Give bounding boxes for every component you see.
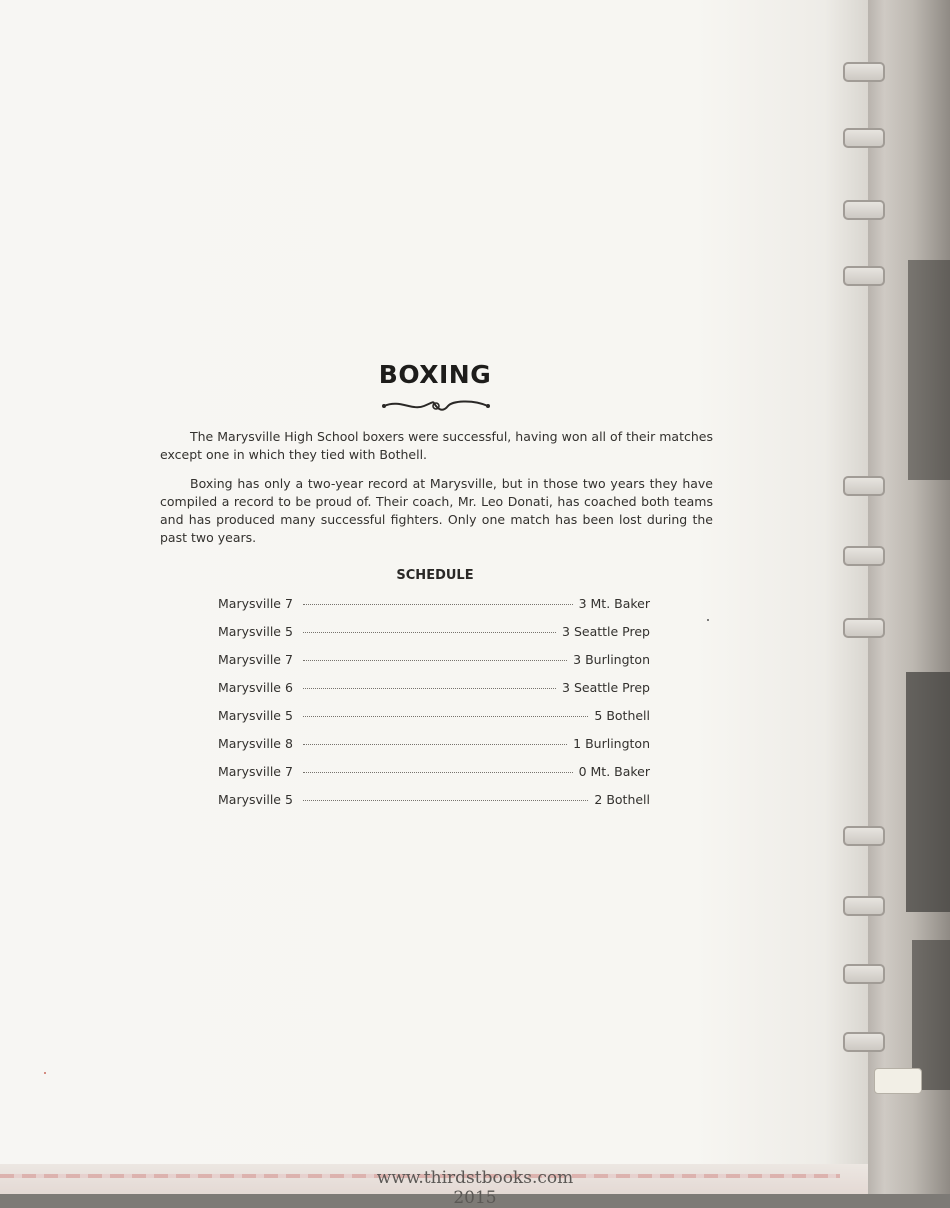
home-score: Marysville 7 bbox=[218, 652, 293, 667]
opponent-score: 3 Seattle Prep bbox=[562, 680, 650, 695]
record-paragraph: Boxing has only a two-year record at Marysville, but in those two years they have compiled a record to be proud of. Their coach, Mr. Leo Donati, has coached both teams and has produced many successful fighters. Only one match has been lost during the past two years. bbox=[160, 476, 713, 545]
intro-paragraph: The Marysville High School boxers were successful, having won all of their matches except one in which they tied with Bothell. bbox=[160, 429, 713, 462]
schedule-row bbox=[218, 764, 650, 792]
home-score: Marysville 7 bbox=[218, 764, 293, 779]
opponent-score: 3 Seattle Prep bbox=[562, 624, 650, 639]
page-title: BOXING bbox=[378, 360, 492, 389]
paper-speck bbox=[707, 619, 709, 621]
watermark-text: www.thirdstbooks.com 2015 bbox=[376, 1168, 574, 1208]
schedule-heading: SCHEDULE bbox=[396, 568, 474, 583]
binder-tab bbox=[874, 1068, 922, 1094]
opponent-score: 3 Mt. Baker bbox=[578, 596, 650, 611]
dot-leader bbox=[303, 604, 573, 605]
schedule-row bbox=[218, 652, 650, 680]
schedule-row bbox=[218, 708, 650, 736]
binder-ring bbox=[843, 62, 885, 82]
opponent-score: 1 Burlington bbox=[573, 736, 650, 751]
dot-leader bbox=[303, 744, 567, 745]
opponent-score: 3 Burlington bbox=[573, 652, 650, 667]
schedule-list bbox=[218, 596, 650, 820]
binder-ring bbox=[843, 266, 885, 286]
binder-ring bbox=[843, 200, 885, 220]
binder-ring bbox=[843, 1032, 885, 1052]
dot-leader bbox=[303, 716, 588, 717]
home-score: Marysville 8 bbox=[218, 736, 293, 751]
dot-leader bbox=[303, 800, 588, 801]
home-score: Marysville 5 bbox=[218, 792, 293, 807]
dot-leader bbox=[303, 632, 556, 633]
opponent-score: 0 Mt. Baker bbox=[578, 764, 650, 779]
schedule-row bbox=[218, 596, 650, 624]
home-score: Marysville 6 bbox=[218, 680, 293, 695]
binder-ring bbox=[843, 128, 885, 148]
binder-ring bbox=[843, 618, 885, 638]
home-score: Marysville 7 bbox=[218, 596, 293, 611]
binder-ring bbox=[843, 476, 885, 496]
dot-leader bbox=[303, 772, 573, 773]
opponent-score: 2 Bothell bbox=[594, 792, 650, 807]
binder-ring bbox=[843, 964, 885, 984]
schedule-row bbox=[218, 624, 650, 652]
schedule-row bbox=[218, 792, 650, 820]
ornament-divider bbox=[380, 397, 492, 415]
dot-leader bbox=[303, 660, 567, 661]
binder-ring bbox=[843, 546, 885, 566]
paper-speck bbox=[44, 1072, 46, 1074]
home-score: Marysville 5 bbox=[218, 624, 293, 639]
next-page-photo-top bbox=[908, 260, 950, 480]
opponent-score: 5 Bothell bbox=[594, 708, 650, 723]
binder-ring bbox=[843, 896, 885, 916]
schedule-row bbox=[218, 680, 650, 708]
schedule-row bbox=[218, 736, 650, 764]
binder-strip bbox=[868, 0, 950, 1194]
dot-leader bbox=[303, 688, 556, 689]
next-page-photo-middle bbox=[906, 672, 950, 912]
binder-ring bbox=[843, 826, 885, 846]
home-score: Marysville 5 bbox=[218, 708, 293, 723]
